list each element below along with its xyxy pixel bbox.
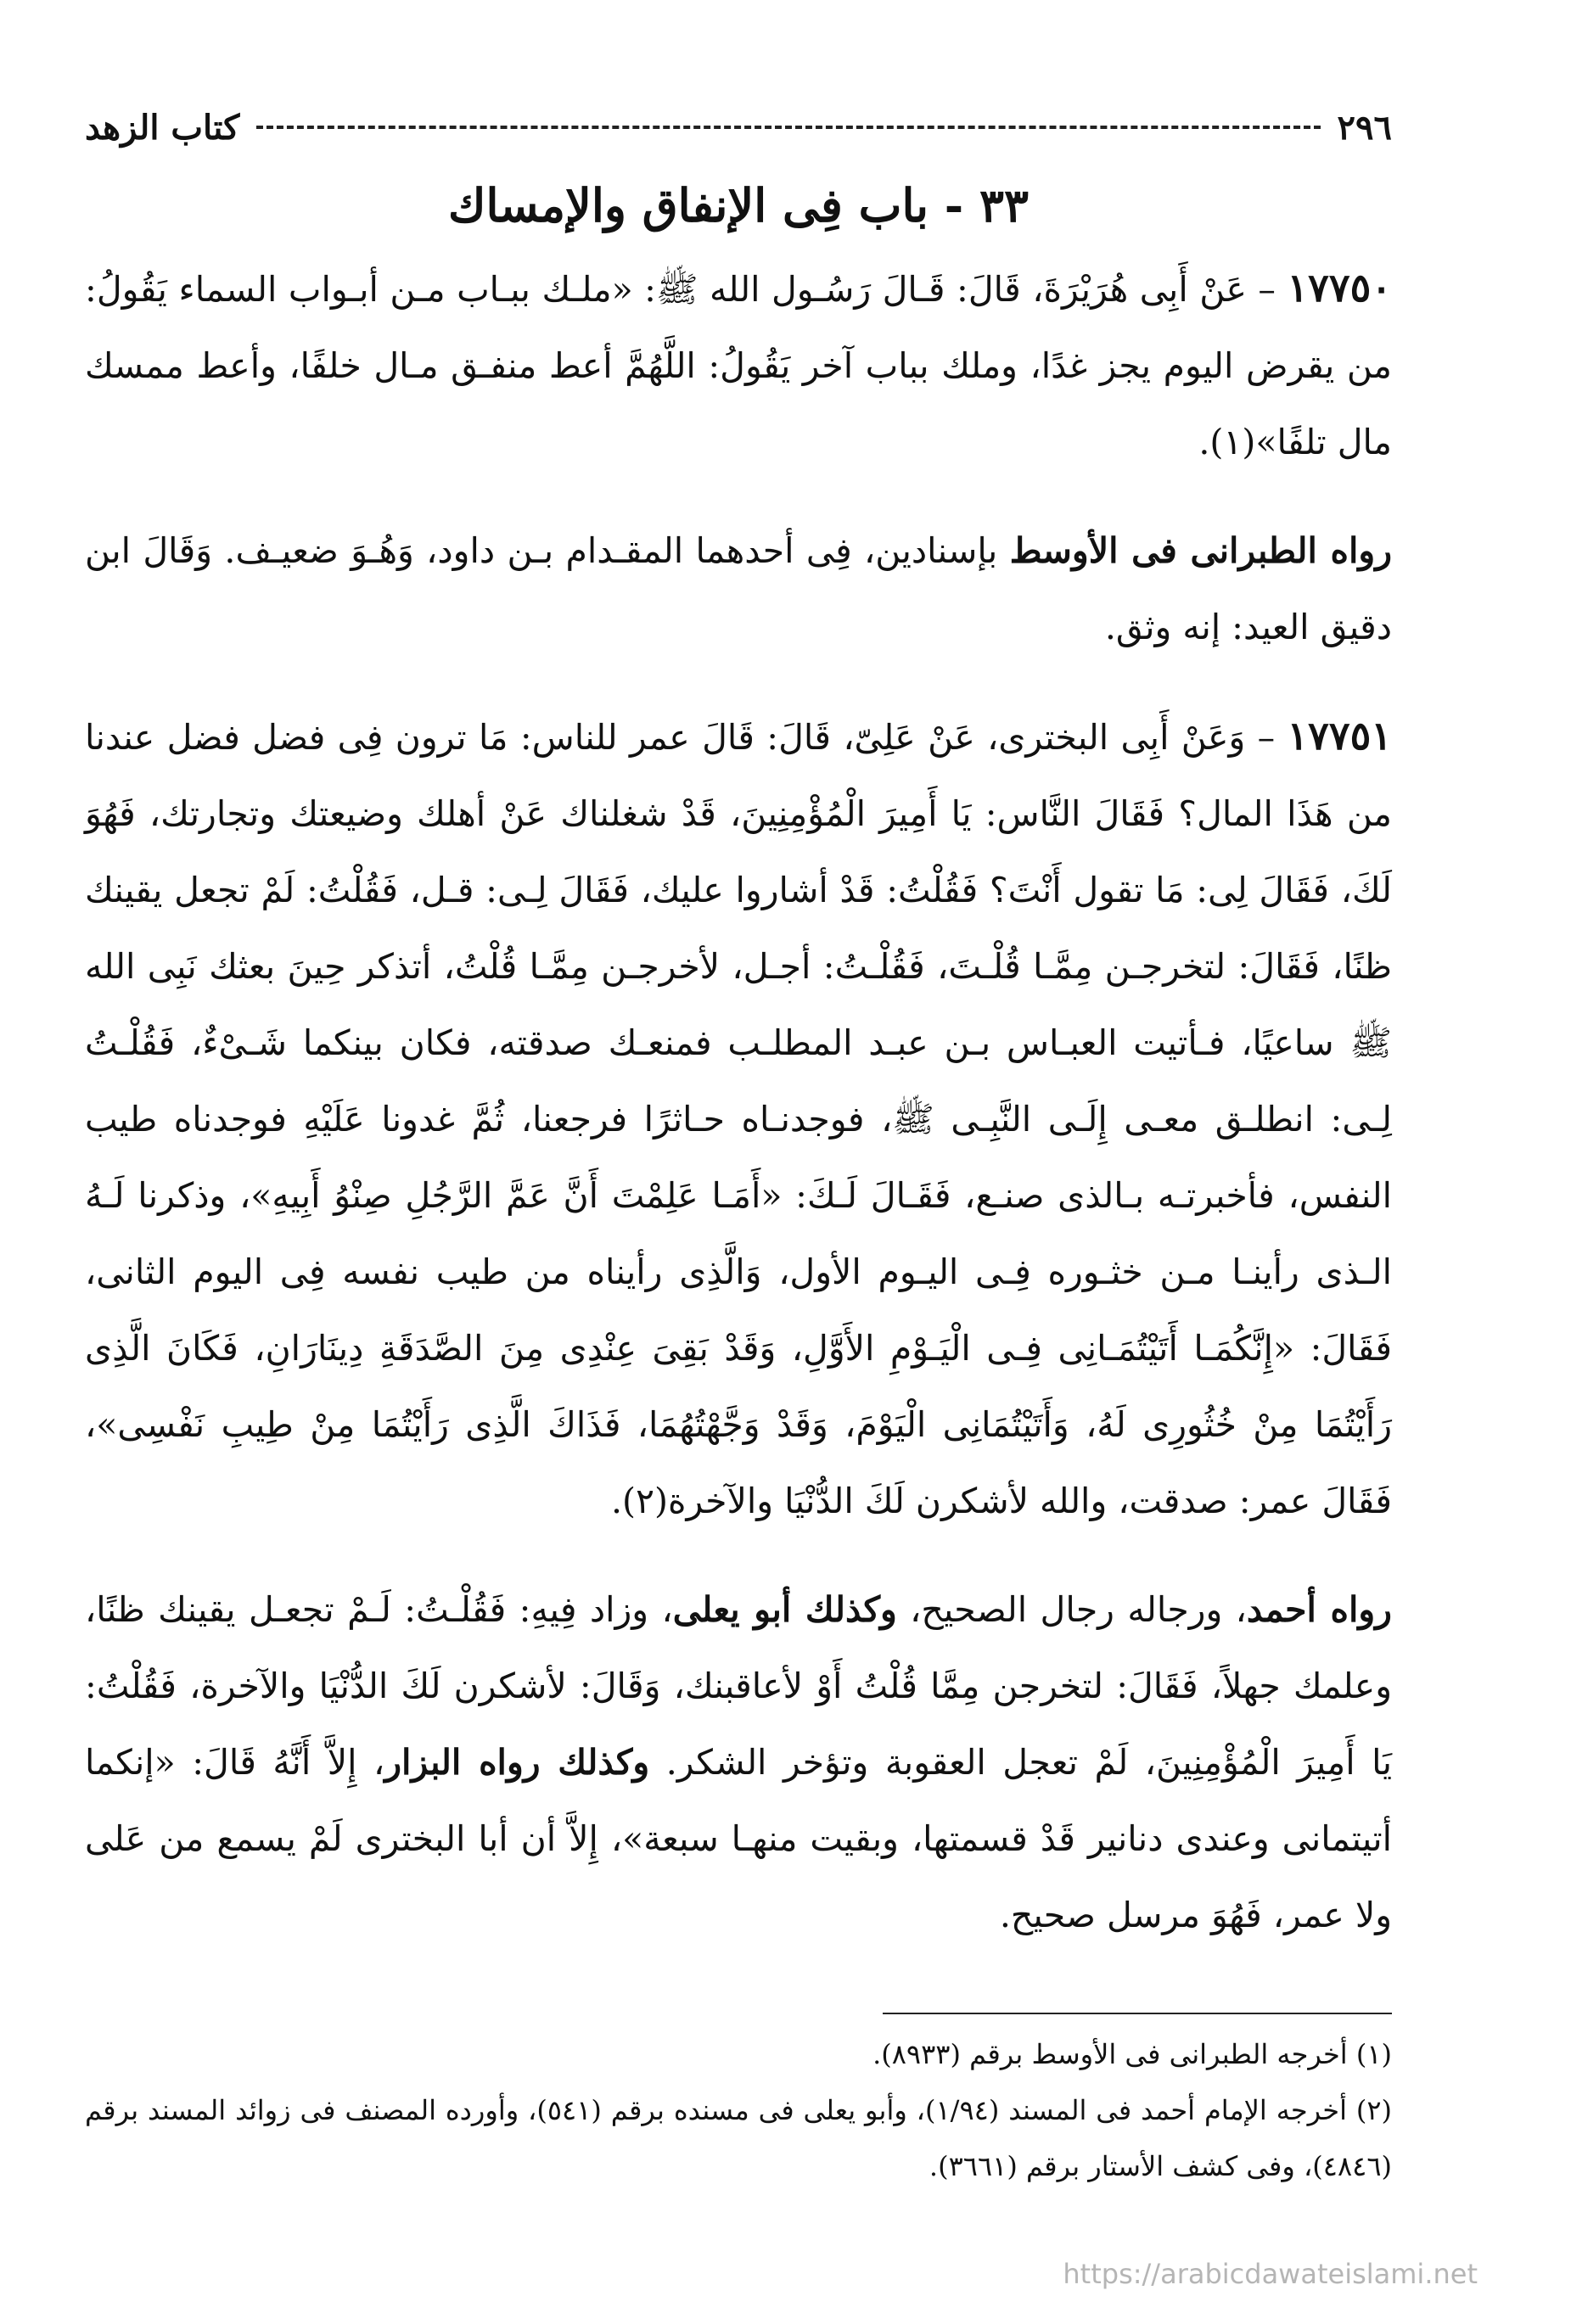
narrator-bold: وكذلك رواه البزار	[384, 1742, 650, 1783]
book-page	[85, 93, 1392, 2299]
hadith-number: ١٧٧٥١	[1287, 713, 1392, 759]
book-title: كتاب الزهد	[85, 107, 240, 148]
takhrij-text: ، إِلاَّ أَنَّهُ قَالَ: «إنكما أتيتمانى وعندى دنانير قَدْ قسمتها، وبقيت منهـا سبعة»، إِلاَّ أن أبا البخترى لَمْ يسمع من عَلى ولا عمر، فَهُوَ مرسل صحيح.	[85, 1742, 1392, 1935]
hadith-17750	[85, 249, 1392, 480]
running-header	[85, 93, 1392, 161]
hadith-17751	[85, 697, 1392, 1539]
narrator-bold: رواه الطبرانى فى الأوسط	[1009, 530, 1392, 571]
footnote-2: (٢) أخرجه الإمام أحمد فى المسند (١/٩٤)، وأبو يعلى فى مسنده برقم (٥٤١)، وأورده المصنف فى زوائد المسند برقم (٤٨٤٦)، وفى كشف الأستار برقم (٣٦٦١).	[85, 2094, 1392, 2182]
hadith-text: – عَنْ أَبِى هُرَيْرَةَ، قَالَ: قَـالَ رَسُـول الله ﷺ: «ملـك ببـاب مـن أبـواب السماء يَقُولُ: من يقرض اليوم يجز غدًا، وملك بباب آخر يَقُولُ: اللَّهُمَّ أعط منفـق مـال خلفًا، وأعط ممسك مال تلفًا»(١).	[85, 269, 1392, 462]
footnotes	[85, 2026, 1392, 2194]
footnote-rule	[883, 2013, 1392, 2014]
page-number: ٢٩٦	[1337, 107, 1392, 148]
hadith-number: ١٧٧٥٠	[1287, 265, 1392, 311]
narrator-bold: وكذلك أبو يعلى	[672, 1589, 897, 1630]
page-body	[85, 249, 1392, 1953]
hadith-text: – وَعَنْ أَبِى البخترى، عَنْ عَلِىّ، قَالَ: قَالَ عمر للناس: مَا ترون فِى فضل فضل عندنا من هَذَا المال؟ فَقَالَ النَّاس: يَا أَمِيرَ الْمُؤْمِنِينَ، قَدْ شغلناك عَنْ أهلك وضيعتك وتجارتك، فَهُوَ لَكَ، فَقَالَ لِى: مَا تقول أَنْتَ؟ فَقُلْتُ: قَدْ أشاروا عليك، فَقَالَ لِـى: قـل، فَقُلْتُ: لَمْ تجعل يقينك ظنًا، فَقَالَ: لتخرجـن مِمَّـا قُلْـتَ، فَقُلْـتُ: أجـل، لأخرجـن مِمَّـا قُلْتُ، أتذكر حِينَ بعثك نَبِى الله ﷺ ساعيًا، فـأتيت العبـاس بـن عبـد المطلـب فمنعـك صدقته، فكان بينكما شَـىْءٌ، فَقُلْـتُ لِـى: انطلـق معـى إِلَـى النَّبِـى ﷺ، فوجدنـاه حـاثرًا فرجعنا، ثُمَّ غدونا عَلَيْهِ فوجدناه طيب النفس، فأخبرتـه بـالذى صنـع، فَقَـالَ لَـكَ: «أَمَـا عَلِمْتَ أَنَّ عَمَّ الرَّجُلِ صِنْوُ أَبِيهِ»، وذكرنا لَـهُ الـذى رأينـا مـن خثـوره فِـى اليـوم الأول، وَالَّذِى رأيناه من طيب نفسه فِى اليوم الثانى، فَقَالَ: «إِنَّكُمَـا أَتَيْتُمَـانِى فِـى الْيَـوْمِ الأَوَّلِ، وَقَدْ بَقِىَ عِنْدِى مِنَ الصَّدَقَةِ دِينَارَانِ، فَكَانَ الَّذِى رَأَيْتُمَا مِنْ خُثُورِى لَهُ، وَأَتَيْتُمَانِى الْيَوْمَ، وَقَدْ وَجَّهْتُهُمَا، فَذَاكَ الَّذِى رَأَيْتُمَا مِنْ طِيبِ نَفْسِى»، فَقَالَ عمر: صدقت، والله لأشكرن لَكَ الدُّنْيَا والآخرة(٢).	[85, 717, 1392, 1521]
takhrij-17750	[85, 512, 1392, 665]
chapter-title: ٣٣ - باب فِى الإنفاق والإمساك	[448, 178, 1029, 232]
takhrij-17751	[85, 1571, 1392, 1953]
narrator-bold: رواه أحمد	[1246, 1589, 1392, 1630]
takhrij-text: بإسنادين، فِى أحدهما المقـدام بـن داود، وَهُـوَ ضعيـف. وَقَالَ ابن دقيق العيد: إنه وثق.	[85, 530, 1392, 647]
header-dashed-rule	[256, 126, 1320, 129]
takhrij-text: ، وزاد فِيهِ: فَقُلْـتُ: لَـمْ تجعـل يقينك ظنًا، وعلمك جهلاً، فَقَالَ: لتخرجن مِمَّا قُلْتُ أَوْ لأعاقبنك، وَقَالَ: لأشكرن لَكَ الدُّنْيَا والآخرة، فَقُلْتُ: يَا أَمِيرَ الْمُؤْمِنِينَ، لَمْ تعجل العقوبة وتؤخر الشكر.	[85, 1589, 1392, 1783]
watermark-url: https://arabicdawateislami.net	[1063, 2258, 1478, 2290]
footnote-1: (١) أخرجه الطبرانى فى الأوسط برقم (٨٩٣٣).	[872, 2038, 1392, 2070]
takhrij-text: ، ورجاله رجال الصحيح،	[896, 1589, 1247, 1630]
